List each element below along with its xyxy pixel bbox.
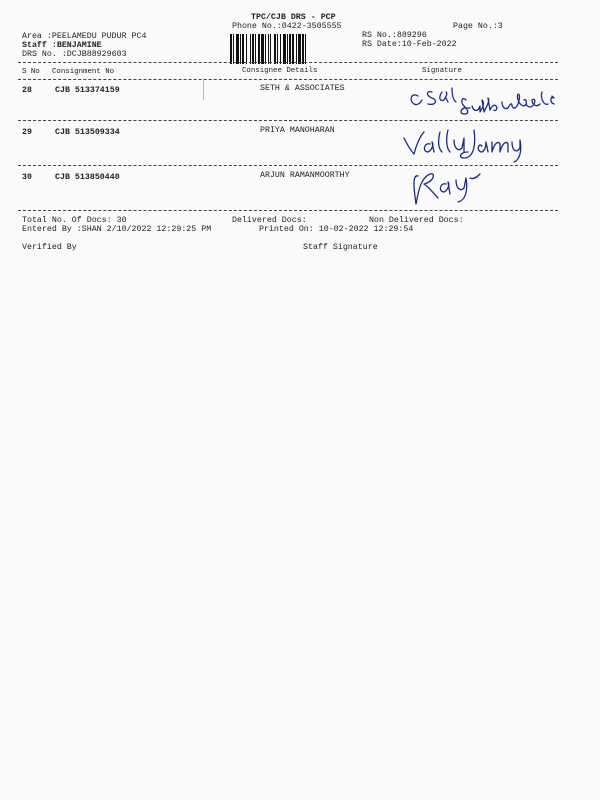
row-consignee: SETH & ASSOCIATES (260, 84, 345, 93)
row-sno: 30 (22, 173, 32, 182)
rs-date-field: RS Date:10-Feb-2022 (362, 40, 457, 49)
area-field: Area :PEELAMEDU PUDUR PC4 (22, 32, 147, 41)
total-docs: Total No. Of Docs: 30 (22, 216, 127, 225)
document-title: TPC/CJB DRS - PCP (251, 13, 336, 22)
staff-field: Staff :BENJAMINE (22, 41, 102, 50)
printed-on: Printed On: 10-02-2022 12:29:54 (259, 225, 414, 234)
rs-number-field: RS No.:889296 (362, 31, 427, 40)
barcode (230, 34, 354, 64)
column-header-signature: Signature (422, 67, 462, 75)
divider (18, 210, 558, 211)
column-header-consignment: Consignment No (52, 68, 115, 76)
column-header-consignee: Consignee Details (242, 67, 318, 75)
row-consignment-number: CJB 513509334 (55, 128, 120, 137)
barcode-bar (306, 34, 308, 64)
row-consignee: PRIYA MANOHARAN (260, 126, 335, 135)
row-consignment-number: CJB 513850440 (55, 173, 120, 182)
column-mark (203, 78, 204, 100)
signature-image (410, 164, 510, 215)
entered-by: Entered By :SHAN 2/10/2022 12:29:25 PM (22, 225, 212, 234)
row-sno: 29 (22, 128, 32, 137)
staff-signature-label: Staff Signature (303, 243, 378, 252)
divider (18, 62, 558, 63)
phone-number: Phone No.:0422-3505555 (232, 22, 342, 31)
signature-image (408, 84, 568, 129)
row-consignment-number: CJB 513374159 (55, 86, 120, 95)
column-header-sno: S No (22, 68, 40, 76)
page-number: Page No.:3 (453, 22, 503, 31)
signature-image (402, 124, 532, 169)
delivered-docs: Delivered Docs: (232, 216, 307, 225)
divider (18, 79, 558, 80)
drs-number-field: DRS No. :DCJB88929603 (22, 50, 127, 59)
row-sno: 28 (22, 86, 32, 95)
divider (18, 120, 558, 121)
verified-by-label: Verified By (22, 243, 77, 252)
non-delivered-docs: Non Delivered Docs: (369, 216, 464, 225)
row-consignee: ARJUN RAMANMOORTHY (260, 171, 350, 180)
